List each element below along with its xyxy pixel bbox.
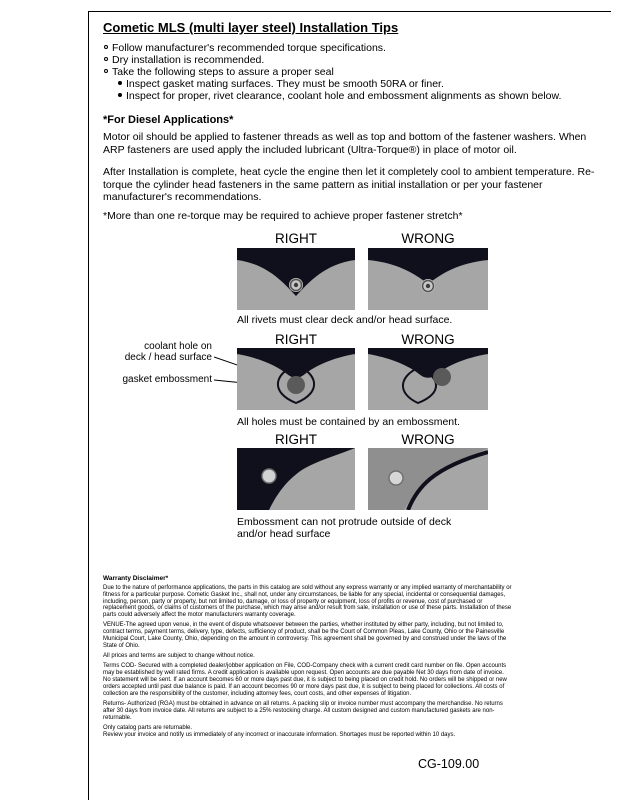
list-item — [104, 54, 561, 66]
list-item — [118, 78, 561, 90]
list-item — [104, 42, 561, 54]
disclaimer-paragraph: VENUE-The agreed upon venue, in the event of dispute whatsoever between the parties, whether instituted by either party, including, but not limited to, contract terms, payment terms, delivery, type, defects, sufficiency of product, shall be the Court of Common Pleas, Lake County, Ohio or the Painesville Municipal Court, Lake County, Ohio, depending on the amount in controversy. This agreement shall be governed by and construed under the laws of the State of Ohio. — [103, 622, 507, 649]
diagram-caption: All rivets must clear deck and/or head surface. — [237, 314, 453, 326]
page-border-left — [88, 11, 89, 800]
disclaimer-paragraph: Due to the nature of performance applications, the parts in this catalog are sold without any express warranty or any implied warranty of merchantability or fitness for a particular purpose. Cometic Gasket Inc., shall not, under any circumstances, be liable for any special, incidental or consequential damages, including, person, party or property, but not limited to, damage, or loss of property or equipment, loss of profits or revenue, cost of purchased or replacement goods, or claims of customers of the purchase, which may arise and/or result from sale, installation or use of these parts. Installation of these parts could adversely affect the motor manufacturers warranty coverage. — [103, 585, 512, 619]
embossment-right-diagram — [237, 448, 355, 510]
diagram-caption: Embossment can not protrude outside of deck and/or head surface — [237, 516, 452, 540]
wrong-label: WRONG — [401, 231, 455, 246]
page-number: CG-109.00 — [418, 757, 480, 771]
callout-line: coolant hole on — [144, 341, 212, 352]
diesel-heading: *For Diesel Applications* — [103, 114, 234, 126]
warranty-disclaimer — [103, 575, 513, 742]
bullet-text: Dry installation is recommended. — [112, 54, 265, 66]
right-label: RIGHT — [275, 231, 317, 246]
gasket-embossment-callout: gasket embossment — [122, 374, 212, 385]
tips-list — [104, 42, 561, 102]
bullet-circle-icon — [104, 57, 108, 61]
disclaimer-paragraph: Only catalog parts are returnable. — [103, 724, 193, 731]
callout-line: deck / head surface — [124, 352, 212, 363]
bullet-text: Take the following steps to assure a proper seal — [112, 66, 334, 78]
wrong-label: WRONG — [401, 332, 455, 347]
embossment-wrong-diagram — [368, 448, 488, 510]
disclaimer-heading: Warranty Disclaimer* — [103, 575, 169, 582]
disclaimer-paragraph: All prices and terms are subject to change without notice. — [103, 653, 255, 660]
bullet-text: Inspect gasket mating surfaces. They must be smooth 50RA or finer. — [126, 78, 444, 90]
coolant-hole-right-diagram — [237, 348, 355, 410]
coolant-hole-wrong-diagram — [368, 348, 488, 410]
list-item — [104, 66, 561, 78]
bullet-circle-icon — [104, 69, 108, 73]
bullet-dot-icon — [118, 81, 122, 85]
bullet-circle-icon — [104, 45, 108, 49]
disclaimer-paragraph: Terms COD- Secured with a completed dealer/jobber application on File, COD-Company check with a current credit card number on file. Open accounts may be established by well rated firms. A credit application is available upon request. Open accounts are due payable Net 30 days from date of invoice. No statement will be sent. If an account becomes 60 or more days past due, it is subject to being placed on credit hold. No orders will be shipped or new orders accepted until past due balance is paid. If an account becomes 90 or more days past due, it is subject to being placed for collections. All costs of collection are the responsibility of the customer, including attorney fees, court costs, and other expenses of litigation. — [103, 663, 507, 697]
bullet-dot-icon — [118, 93, 122, 97]
page-title: Cometic MLS (multi layer steel) Installation Tips — [103, 20, 399, 35]
coolant-hole-callout — [112, 341, 212, 363]
disclaimer-paragraph: Returns- Authorized (RGA) must be obtained in advance on all returns. A packing slip or invoice number must accompany the merchandise. No returns after 30 days from invoice date. All returns are subject to a 25% restocking charge. All custom designed and custom manufactured gaskets are non-returnable. — [103, 700, 503, 721]
page-border-top — [88, 11, 611, 12]
disclaimer-paragraph: Review your invoice and notify us immediately of any incorrect or inaccurate information. Shortages must be reported within 10 days. — [103, 731, 456, 738]
bullet-text: Inspect for proper, rivet clearance, coolant hole and embossment alignments as shown below. — [126, 90, 562, 102]
diesel-paragraph-2: After Installation is complete, heat cycle the engine then let it completely cool to ambient temperature. Re-torque the cylinder head fasteners in the same pattern as initial installation or per your fastener manufacturer's recommendations. — [103, 166, 595, 203]
rivet-wrong-diagram — [368, 248, 488, 310]
right-label: RIGHT — [275, 332, 317, 347]
diesel-paragraph-1: Motor oil should be applied to fastener threads as well as top and bottom of the fastener washers. When ARP fasteners are used apply the included lubricant (Ultra-Torque®) in place of motor oil. — [103, 131, 587, 156]
retorque-note: *More than one re-torque may be required to achieve proper fastener stretch* — [103, 210, 463, 222]
diagram-caption: All holes must be contained by an embossment. — [237, 416, 460, 428]
right-label: RIGHT — [275, 432, 317, 447]
bullet-text: Follow manufacturer's recommended torque specifications. — [112, 42, 386, 54]
wrong-label: WRONG — [401, 432, 455, 447]
list-item — [118, 90, 561, 102]
rivet-right-diagram — [237, 248, 355, 310]
